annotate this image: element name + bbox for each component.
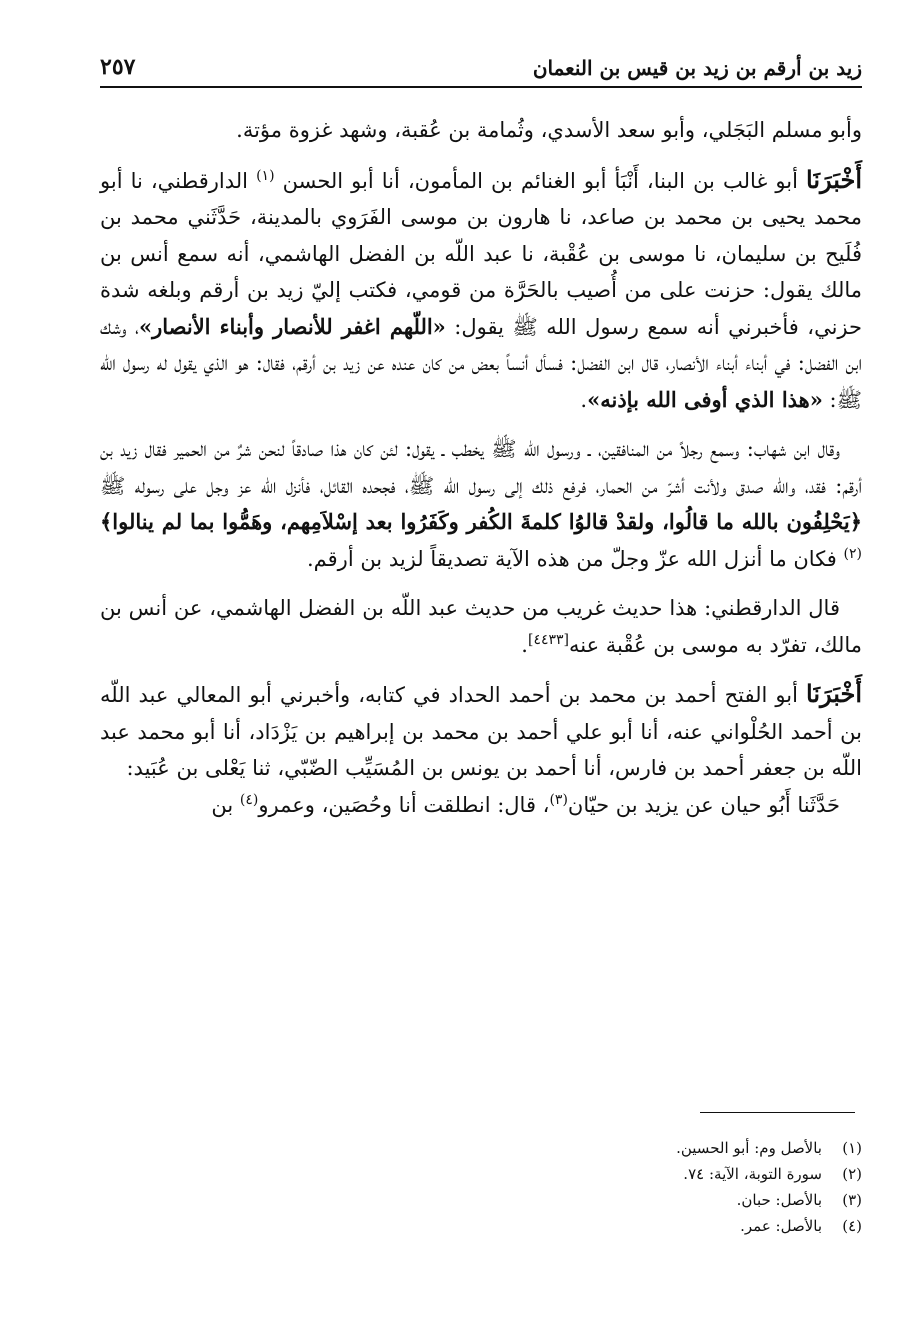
paragraph-4-text-b: . (521, 632, 528, 657)
paragraph-2-text-d: . (580, 387, 588, 412)
footnote-separator (700, 1112, 855, 1113)
footnote-3-number: (٣) (842, 1191, 862, 1209)
footnote-3 (100, 1187, 862, 1213)
isnad-keyword: أَخْبَرَنَا (806, 164, 862, 194)
paragraph-2-text-b: الدارقطني، نا أبو محمد يحيى بن محمد بن صاعد، نا هارون بن موسى الفَرَوي بالمدينة، حَدَّثَني محمد بن فُلَيح بن سليمان، نا موسى بن عُقْبة، نا عبد اللّه بن الفضل الهاشمي، أنه سمع أنس بن مالك يقول: حزنت على من أُصيب بالحَرَّة من قومي، فكتب إليّ زيد بن أرقم وبلغه شدة حزني، فأخبرني أنه سمع رسول الله ﷺ يقول: (100, 168, 862, 339)
footnote-4-number: (٤) (842, 1217, 862, 1235)
footnotes (100, 1135, 862, 1239)
running-title: زيد بن أرقم بن زيد بن قيس بن النعمان (532, 56, 862, 80)
footnote-4-text: بالأصل: عمر. (740, 1217, 822, 1235)
hadith-quote-1: «اللّهم اغفر للأنصار وأبناء الأنصار» (138, 313, 446, 339)
paragraph-6-text-a: حَدَّثَنا أَبُو حيان عن يزيد بن حيّان (567, 792, 840, 817)
paragraph-1-text: وأبو مسلم البَجَلي، وأبو سعد الأسدي، وثُمامة بن عُقبة، وشهد غزوة مؤتة. (236, 118, 862, 142)
paragraph-3-text-b: فكان ما أنزل الله عزّ وجلّ من هذه الآية تصديقاً لزيد بن أرقم. (306, 546, 844, 571)
paragraph-6 (100, 787, 862, 824)
paragraph-6-text-c: بن (211, 792, 240, 817)
page-number: ٢٥٧ (100, 54, 136, 80)
paragraph-2-text-a: أبو غالب بن البنا، أَنْبَأ أبو الغنائم بن المأمون، أنا أبو الحسن (282, 168, 806, 193)
hadith-quote-2: «هذا الذي أوفى الله بإذنه» (587, 386, 823, 412)
paragraph-4-text-a: قال الدارقطني: هذا حديث غريب من حديث عبد اللّه بن الفضل الهاشمي، عن أنس بن مالك، تفرّد به موسى بن عُقْبة عنه (100, 596, 862, 657)
footnote-ref-2: (٢) (843, 545, 862, 562)
paragraph-6-text-b: ، قال: انطلقت أنا وحُصَين، وعمرو (258, 792, 550, 817)
quran-quote: ﴿يَحْلِفُون بالله ما قالُوا، ولقدْ قالوُا كلمةَ الكُفر وكَفَرُوا بعد إسْلاَمِهم، وهَمُّوا بما لم ينالوا﴾ (100, 509, 862, 534)
paragraph-5-text: أبو الفتح أحمد بن محمد بن أحمد الحداد في كتابه، وأخبرني أبو المعالي عبد اللّه بن أحمد الحُلْواني عنه، أنا أبو علي أحمد بن محمد بن إبراهيم بن يَزْدَاد، أنا أبو محمد عبد اللّه بن جعفر أحمد بن فارس، أنا أحمد بن يونس بن المُسَيِّب الضّبّي، ثنا يَعْلى بن عُبَيد: (100, 683, 862, 780)
main-text (100, 112, 862, 823)
paragraph-3-text-a: وقال ابن شهاب: وسمع رجلاً من المنافقين، ـ ورسول الله ﷺ يخطب ـ يقول: لئن كان هذا صادقاً لنحن شرٌ من الحمير فقال زيد بن أرقم: فقد، والله صدق ولأنت أشرّ من الحمار، فرفع ذلك إلى رسول الله ﷺ، فجحده القائل، فأنزل الله عز وجل على رسوله ﷺ (100, 437, 862, 498)
footnote-ref-4: (٤) (239, 791, 259, 808)
paragraph-5 (100, 676, 862, 787)
footnote-ref-3: (٣) (549, 791, 568, 808)
paragraph-1 (100, 112, 862, 149)
footnote-1-number: (١) (842, 1139, 862, 1157)
paragraph-3 (100, 431, 862, 577)
hadith-number: [٤٤٣٣] (527, 631, 569, 648)
footnote-4 (100, 1213, 862, 1239)
isnad-keyword-2: أَخْبَرَنَا (806, 679, 862, 708)
footnote-1-text: بالأصل وم: أبو الحسين. (676, 1139, 822, 1157)
footnote-1 (100, 1135, 862, 1161)
footnote-2-number: (٢) (842, 1165, 862, 1183)
paragraph-4 (100, 590, 862, 663)
footnote-2-text: سورة التوبة، الآية: ٧٤. (683, 1165, 822, 1183)
footnote-3-text: بالأصل: حبان. (736, 1191, 822, 1209)
footnote-ref-1: (١) (256, 167, 275, 184)
footnote-2 (100, 1161, 862, 1187)
page-header (100, 48, 862, 88)
paragraph-2 (100, 162, 862, 419)
paragraph-2-text-c: ، وشك ابن الفضل: في أبناء أبناء الأنصار، قال ابن الفضل: فسأل أنساً بعض من كان عنده عن زيد بن أرقم، فقال: هو الذي يقول له رسول الله ﷺ: (100, 314, 862, 412)
